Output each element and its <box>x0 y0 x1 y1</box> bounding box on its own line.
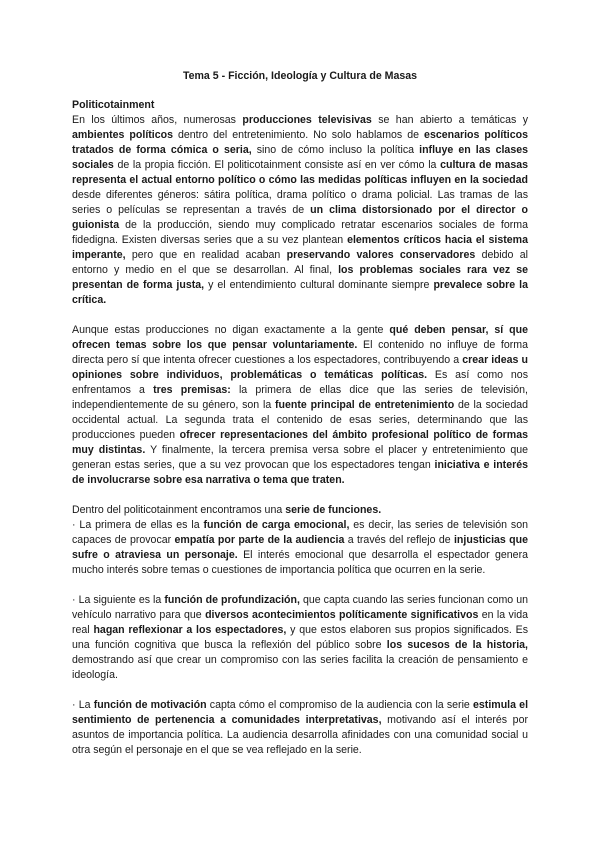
bold-text: elementos críticos hacia el sistema imperante, <box>72 234 528 261</box>
text-run: y que estos elaboren sus propios significados. Es una función cognitiva que busca la reflexión del público sobre <box>72 624 528 651</box>
bold-text: función de profundización, <box>164 594 300 606</box>
text-run: pero que en realidad acaban <box>125 249 287 261</box>
text-run: · La <box>72 699 94 711</box>
text-run: dentro del entretenimiento. No solo hablamos de <box>172 129 425 141</box>
bold-text: escenarios políticos tratados de forma cómica o seria, <box>72 129 528 156</box>
text-run: y el entendimiento cultural dominante siempre <box>204 279 434 291</box>
text-run: El contenido no influye de forma directa pero sí que intenta ofrecer cuestiones a los espectadores, contribuyendo a <box>72 339 528 366</box>
text-run: desde diferentes géneros: sátira política, drama político o drama policial. Las tramas de las series o películas se representan a través de <box>72 189 528 216</box>
text-run: debido al entorno y medio en el que se desarrollan. Al final, <box>72 249 528 276</box>
bold-text: fuente principal de entretenimiento <box>275 399 455 411</box>
text-run: de la producción, siendo muy complicado retratar escenarios sociales de forma fidedigna. Existen diversas series que a su vez plantean <box>72 219 528 246</box>
text-run: Dentro del politicotainment encontramos una <box>72 504 286 516</box>
text-run: de la propia ficción. El politicotainment consiste así en ver cómo la <box>113 159 441 171</box>
paragraph-emotional-function <box>72 518 528 578</box>
text-run: demostrando así que crear un compromiso con las series facilita la creación de pensamiento e ideología. <box>72 654 528 681</box>
bold-text: serie de funciones. <box>285 504 382 516</box>
bold-text: los problemas sociales rara vez se presentan de forma justa, <box>72 264 528 291</box>
bold-text: influye en las clases sociales <box>72 144 528 171</box>
text-run: · La primera de ellas es la <box>72 519 204 531</box>
text-run: en la vida real <box>72 609 528 636</box>
bold-text: preservando valores conservadores <box>286 249 476 261</box>
text-run: a través del reflejo de <box>344 534 454 546</box>
document-title: Tema 5 - Ficción, Ideología y Cultura de Masas <box>182 70 418 82</box>
paragraph-intro <box>72 113 528 308</box>
bold-text: prevalece sobre la crítica. <box>72 279 528 306</box>
bold-text: qué deben pensar, sí que ofrecen temas sobre los que pensar voluntariamente. <box>72 324 528 351</box>
document-page <box>72 70 528 758</box>
text-run: la primera de ellas dice que las series de televisión, independientemente de su género, son la <box>72 384 528 411</box>
bold-text: diversos acontecimientos políticamente significativos <box>205 609 479 621</box>
text-run: capta cómo el compromiso de la audiencia con la serie <box>206 699 474 711</box>
text-run: de la sociedad occidental actual. La segunda trata el contenido de esas series, determinando que las producciones pueden <box>72 399 528 441</box>
paragraph-motivation-function <box>72 698 528 758</box>
bold-text: función de motivación <box>93 699 207 711</box>
text-run: Aunque estas producciones no digan exactamente a la gente <box>72 324 390 336</box>
bold-text: estimula el sentimiento de pertenencia a comunidades interpretativas, <box>72 699 529 726</box>
bold-text: producciones televisivas <box>242 114 372 126</box>
bold-text: los sucesos de la historia, <box>386 639 528 651</box>
bold-text: ambientes políticos <box>72 129 173 141</box>
paragraph-premises <box>72 323 528 488</box>
text-run: sino de cómo incluso la política <box>251 144 420 156</box>
bold-text: injusticias que sufre o atraviesa un personaje. <box>72 534 528 561</box>
bold-text: crear ideas u opiniones sobre individuos, problemáticas o temáticas políticas. <box>72 354 528 381</box>
bold-text: un clima distorsionado por el director o guionista <box>72 204 528 231</box>
text-run: El interés emocional que desarrolla el espectador genera mucho interés sobre temas o cuestiones de importancia política que ocurren en la serie. <box>72 549 528 576</box>
text-run: · La siguiente es la <box>72 594 165 606</box>
bold-text: hagan reflexionar a los espectadores, <box>93 624 287 636</box>
bold-text: tres premisas: <box>153 384 231 396</box>
text-run: En los últimos años, numerosas <box>72 114 243 126</box>
paragraph-deepening-function <box>72 593 528 683</box>
text-run: es decir, las series de televisión son capaces de provocar <box>72 519 528 546</box>
bold-text: función de carga emocional, <box>203 519 350 531</box>
text-run: Es así como nos enfrentamos a <box>72 369 528 396</box>
text-run: motivando así el interés por asuntos de importancia política. La audiencia desarrolla afinidades con una comunidad social u otra según el personaje en el que se vea reflejado en la serie. <box>72 714 528 756</box>
text-run: se han abierto a temáticas y <box>371 114 528 126</box>
text-run: que capta cuando las series funcionan como un vehículo narrativo para que <box>72 594 528 621</box>
text-run: Y finalmente, la tercera premisa versa sobre el placer y entretenimiento que generan estas series, que a su vez provocan que los espectadores tengan <box>72 444 529 471</box>
bold-text: iniciativa e interés de involucrarse sobre esa narrativa o tema que traten. <box>72 459 528 486</box>
bold-text: ofrecer representaciones del ámbito profesional político de formas muy distintas. <box>72 429 528 456</box>
bold-text: empatía por parte de la audiencia <box>174 534 345 546</box>
paragraph-functions-intro <box>72 503 528 518</box>
bold-text: cultura de masas representa el actual entorno político o cómo las medidas políticas influyen en la sociedad <box>72 159 528 186</box>
section-heading: Politicotainment <box>72 99 155 111</box>
